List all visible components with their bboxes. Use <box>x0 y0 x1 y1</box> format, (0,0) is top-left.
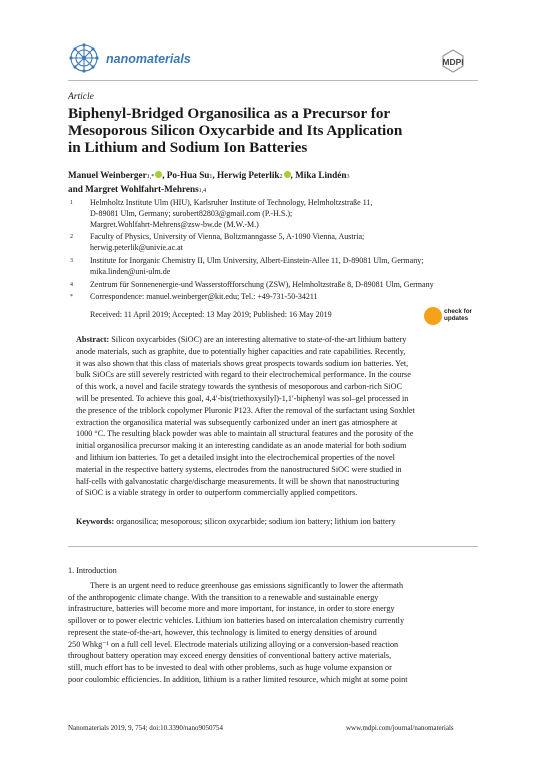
body-line: represent the state-of-the-art, however, this technology is limited to energy densities of around <box>68 627 377 637</box>
abstract-line: initial organosilica precursor making it an interesting candidate as an anode material for both sodium <box>76 441 407 451</box>
affiliation-mark: 1 <box>70 200 73 206</box>
title-line: in Lithium and Sodium Ion Batteries <box>68 139 308 156</box>
check-updates-line: updates <box>444 315 469 322</box>
affiliation-line[interactable]: Margret.Wohlfahrt-Mehrens@zsw-bw.de (M.W.-M.) <box>90 219 259 229</box>
affiliation-mark: 2 <box>70 234 73 241</box>
affiliation-item <box>70 280 480 291</box>
abstract <box>76 334 476 499</box>
affiliation-item <box>70 256 480 278</box>
article-title <box>68 105 478 156</box>
affiliation-line: Faculty of Physics, University of Vienna, Boltzmanngasse 5, A-1090 Vienna, Austria; <box>90 232 365 242</box>
affiliation-line: Institute for Inorganic Chemistry II, Ulm University, Albert-Einstein-Allee 11, D-89081 Ulm, Germany; <box>90 255 424 265</box>
author-name[interactable]: Po-Hua Su <box>166 170 210 180</box>
mdpi-logo-icon <box>432 48 474 74</box>
keywords <box>76 517 396 526</box>
affiliation-line[interactable]: D-89081 Ulm, Germany; surobert82803@gmail.com (P.-H.S.); <box>90 208 293 218</box>
abstract-line: 1000 °C. The resulting black powder was able to maintain all structural features and the porosity of the <box>76 429 414 439</box>
abstract-line: Silicon oxycarbides (SiOC) are an interesting alternative to state-of-the-art lithium battery <box>111 335 407 344</box>
affiliation-line: Helmholtz Institute Ulm (HIU), Karlsruher Institute of Technology, Helmholtzstraße 11, <box>90 198 373 207</box>
abstract-line: anode materials, such as graphite, due to potentially higher capacities and rate capabilities. Recently, <box>76 346 406 356</box>
footer-citation: Nanomaterials 2019, 9, 754; doi:10.3390/nano9050754 <box>68 724 223 732</box>
affiliation-item <box>70 198 480 230</box>
title-line: Biphenyl-Bridged Organosilica as a Precursor for <box>68 105 391 122</box>
correspondence-item <box>70 292 480 303</box>
body-line: infrastructure, batteries will become more and more important, for instance, in order to store energy <box>68 604 395 614</box>
abstract-line: will be presented. To achieve this goal, 4,4′-bis(triethoxysilyl)-1,1′-biphenyl was sol–gel processed in <box>76 393 409 403</box>
check-updates-icon <box>424 307 442 325</box>
author-name[interactable]: Mika Lindén <box>295 170 347 180</box>
affiliation-mark: 4 <box>70 281 73 288</box>
affiliation-item <box>70 232 480 254</box>
abstract-line: the presence of the triblock copolymer Pluronic P123. After the removal of the surfactant using Soxhlet <box>76 405 415 415</box>
abstract-line: bulk SiOCs are still severely restricted with regard to their electrochemical performance. In the course <box>76 370 411 380</box>
affiliation-email[interactable]: herwig.peterlik@univie.ac.at <box>90 243 183 253</box>
author-list: Manuel Weinberger 1,* , Po-Hua Su 1 , Herwig Peterlik 2 , Mika Lindén 3 and Margret Wohlfahrt-Mehrens 1,4 <box>68 170 350 194</box>
check-updates-line: check for <box>444 308 472 315</box>
body-line: poor coulombic efficiencies. In addition, lithium is a rather limited resource, which might at some point <box>68 674 408 684</box>
correspondence-mark: * <box>70 294 73 301</box>
abstract-line: half-cells with galvanostatic charge/discharge measurements. It will be shown that nanostructuring <box>76 476 400 486</box>
body-line: spillover or to power electric vehicles. Lithium ion batteries based on intercalation chemistry currently <box>68 616 405 626</box>
abstract-line: and lithium ion batteries. To get a detailed insight into the electrochemical properties of the novel <box>76 452 395 462</box>
check-for-updates-button[interactable] <box>424 306 476 328</box>
author-separator: , <box>162 170 167 180</box>
footer-journal-link[interactable]: www.mdpi.com/journal/nanomaterials <box>346 724 454 732</box>
mdpi-logo-text: MDPI <box>442 57 464 67</box>
author-name[interactable]: and Margret Wohlfahrt-Mehrens <box>68 184 199 194</box>
journal-name: nanomaterials <box>106 52 191 66</box>
nanomaterials-logo-icon <box>68 42 100 74</box>
abstract-line: of SiOC is a viable strategy in order to outperform commercially applied competitors. <box>76 488 358 498</box>
orcid-icon[interactable] <box>284 171 291 178</box>
affiliation-line: Zentrum für Sonnenenergie-und Wasserstoffforschung (ZSW), Helmholtzstraße 8, D-89081 Ulm, Germany <box>90 279 434 289</box>
abstract-line: extraction the organosilica material was subsequently carbonized under an inert gas atmosphere at <box>76 417 398 427</box>
publication-dates: Received: 11 April 2019; Accepted: 13 May 2019; Published: 16 May 2019 <box>90 310 332 319</box>
abstract-line: it was also shown that this class of materials shows great prospects towards sodium ion batteries. Yet, <box>76 358 409 368</box>
body-line: throughout battery operation may exceed energy densities of conventional battery active materials, <box>68 651 392 661</box>
abstract-label: Abstract: <box>76 335 110 344</box>
affiliation-list <box>70 198 480 305</box>
body-line: still, much effort has to be invested to deal with other problems, such as huge volume expansion or <box>68 662 392 672</box>
body-line: There is an urgent need to reduce greenhouse gas emissions significantly to lower the aftermath <box>90 581 404 590</box>
body-text <box>68 580 478 685</box>
abstract-line: material in the respective battery systems, electrodes from the nanostructured SiOC were studied in <box>76 464 402 474</box>
orcid-icon[interactable] <box>155 171 162 178</box>
author-name[interactable]: Herwig Peterlik <box>217 170 280 180</box>
correspondence-line[interactable]: Correspondence: manuel.weinberger@kit.edu; Tel.: +49-731-50-34211 <box>90 292 318 302</box>
affiliation-email[interactable]: mika.linden@uni-ulm.de <box>90 266 171 276</box>
author-separator: , <box>212 170 218 180</box>
title-line: Mesoporous Silicon Oxycarbide and Its Application <box>68 122 403 139</box>
author-separator: , <box>290 170 296 180</box>
body-line: of the anthropogenic climate change. With the transition to a renewable and sustainable energy <box>68 592 379 602</box>
section-heading: 1. Introduction <box>68 566 117 575</box>
abstract-line: of this work, a novel and facile strategy towards the synthesis of mesoporous and carbon-rich SiOC <box>76 382 403 392</box>
body-line: 250 Whkg⁻¹ on a full cell level. Electrode materials utilizing alloying or a conversion-based reaction <box>68 639 399 649</box>
article-type: Article <box>68 92 94 102</box>
keywords-text: organosilica; mesoporous; silicon oxycarbide; sodium ion battery; lithium ion battery <box>116 517 396 526</box>
header-divider <box>68 80 478 81</box>
affiliation-mark: 3 <box>70 257 73 264</box>
section-divider <box>68 546 478 547</box>
keywords-label: Keywords: <box>76 517 115 526</box>
author-name[interactable]: Manuel Weinberger <box>68 170 147 180</box>
